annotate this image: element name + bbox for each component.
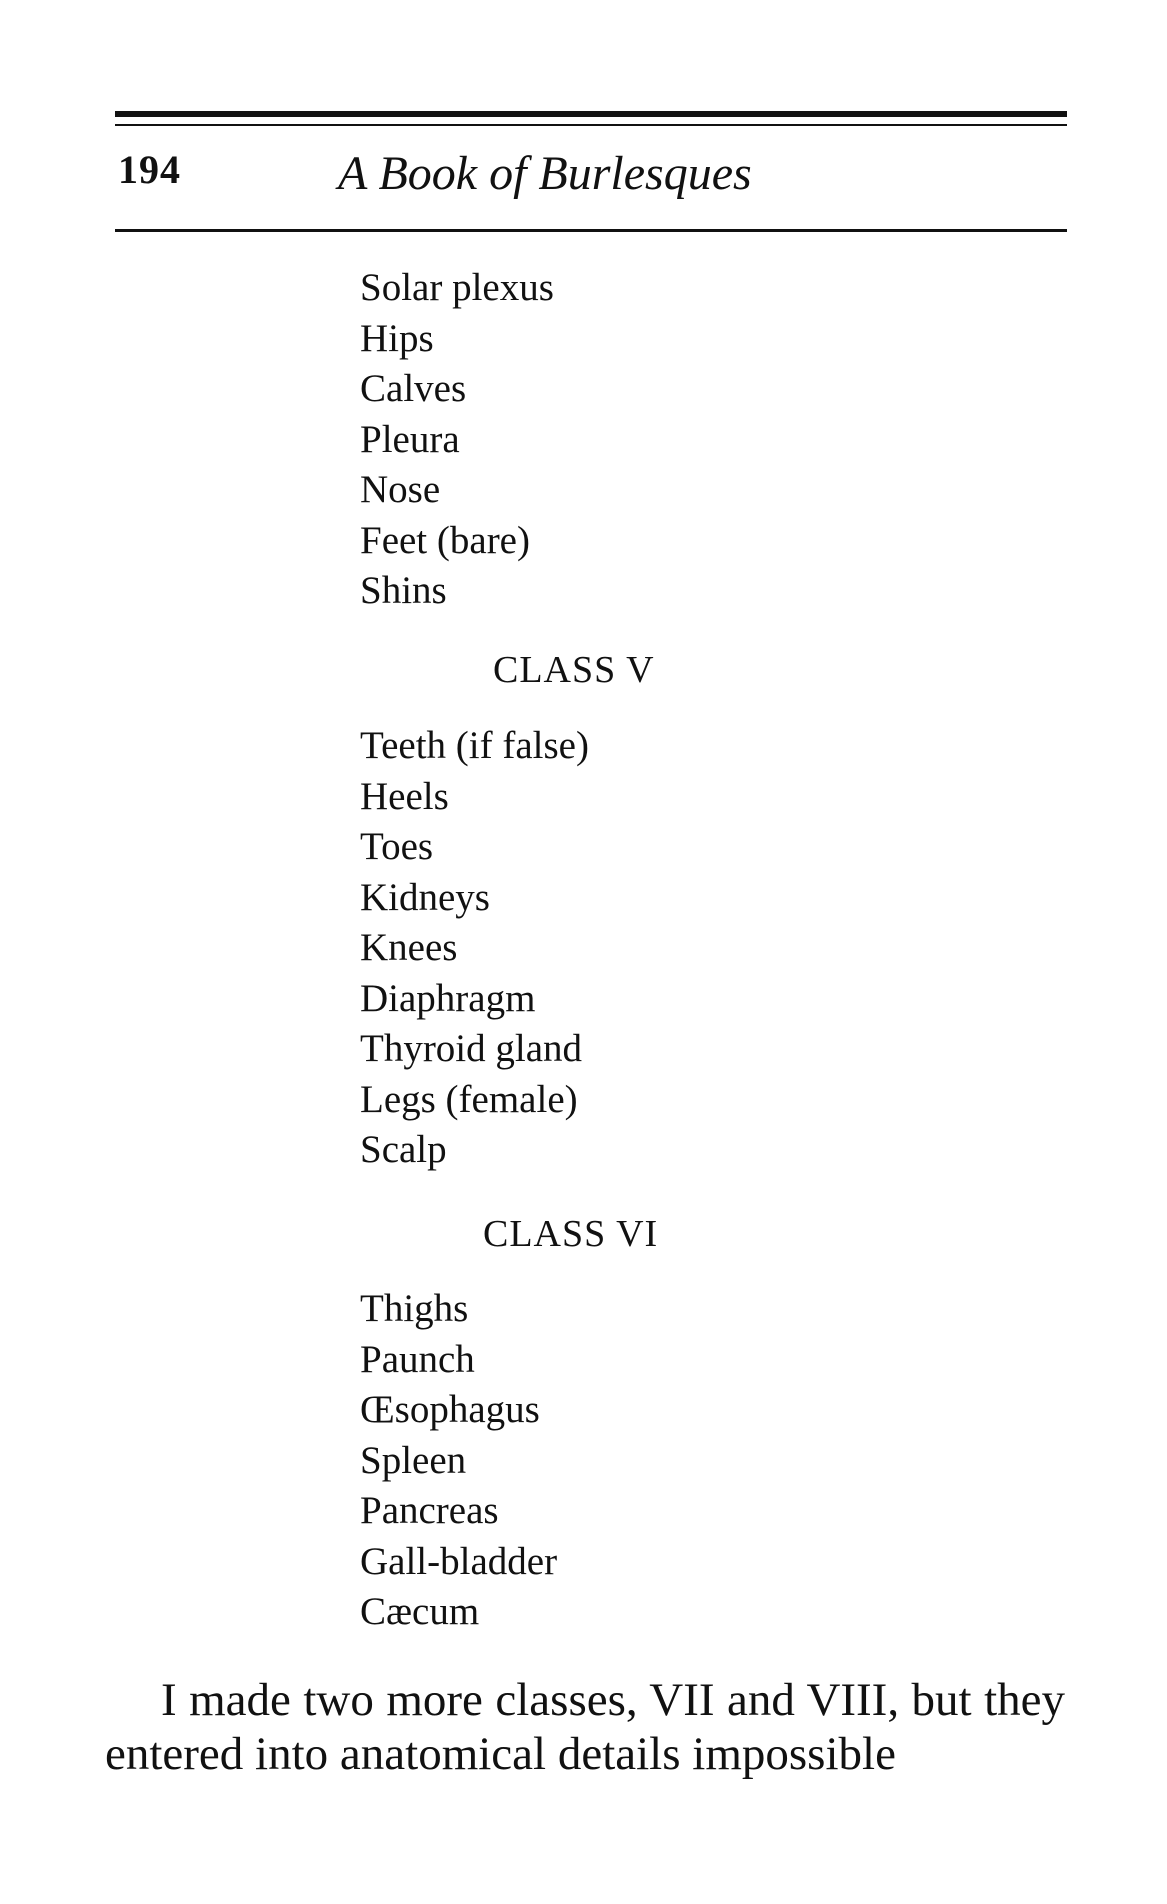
- list-item: Feet (bare): [360, 518, 530, 562]
- list-item: Solar plexus: [360, 266, 554, 309]
- header-rule-thick: [115, 111, 1067, 117]
- list-item: Cæcum: [360, 1590, 480, 1633]
- list-item: Pancreas: [360, 1489, 499, 1532]
- class-vi-list: [360, 1284, 557, 1638]
- header-rule-thin: [115, 124, 1067, 126]
- list-item: Calves: [360, 367, 467, 410]
- body-paragraph: I made two more classes, VII and VIII, but they entered into anatomical details impossible: [105, 1674, 1065, 1780]
- list-item: Scalp: [360, 1128, 447, 1171]
- continued-list: [360, 263, 554, 617]
- class-v-list: [360, 721, 589, 1176]
- running-title: A Book of Burlesques: [338, 147, 752, 200]
- list-item: Shins: [360, 569, 447, 612]
- list-item: Kidneys: [360, 875, 490, 919]
- list-item: Paunch: [360, 1337, 475, 1381]
- list-item: Gall-bladder: [360, 1539, 558, 1583]
- page-number: 194: [118, 147, 181, 192]
- list-item: Teeth (if false): [360, 724, 589, 767]
- list-item: Toes: [360, 825, 434, 868]
- list-item: Thyroid gland: [360, 1027, 583, 1070]
- list-item: Diaphragm: [360, 976, 536, 1020]
- list-item: Legs (female): [360, 1077, 578, 1121]
- class-vi-heading: CLASS VI: [483, 1213, 659, 1255]
- list-item: Œsophagus: [360, 1388, 540, 1431]
- list-item: Pleura: [360, 417, 460, 461]
- header-underline-rule: [115, 229, 1067, 232]
- list-item: Knees: [360, 926, 458, 969]
- list-item: Hips: [360, 316, 434, 360]
- class-v-heading: CLASS V: [493, 649, 655, 691]
- list-item: Thighs: [360, 1287, 469, 1330]
- list-item: Heels: [360, 774, 449, 818]
- list-item: Nose: [360, 468, 441, 511]
- list-item: Spleen: [360, 1438, 467, 1482]
